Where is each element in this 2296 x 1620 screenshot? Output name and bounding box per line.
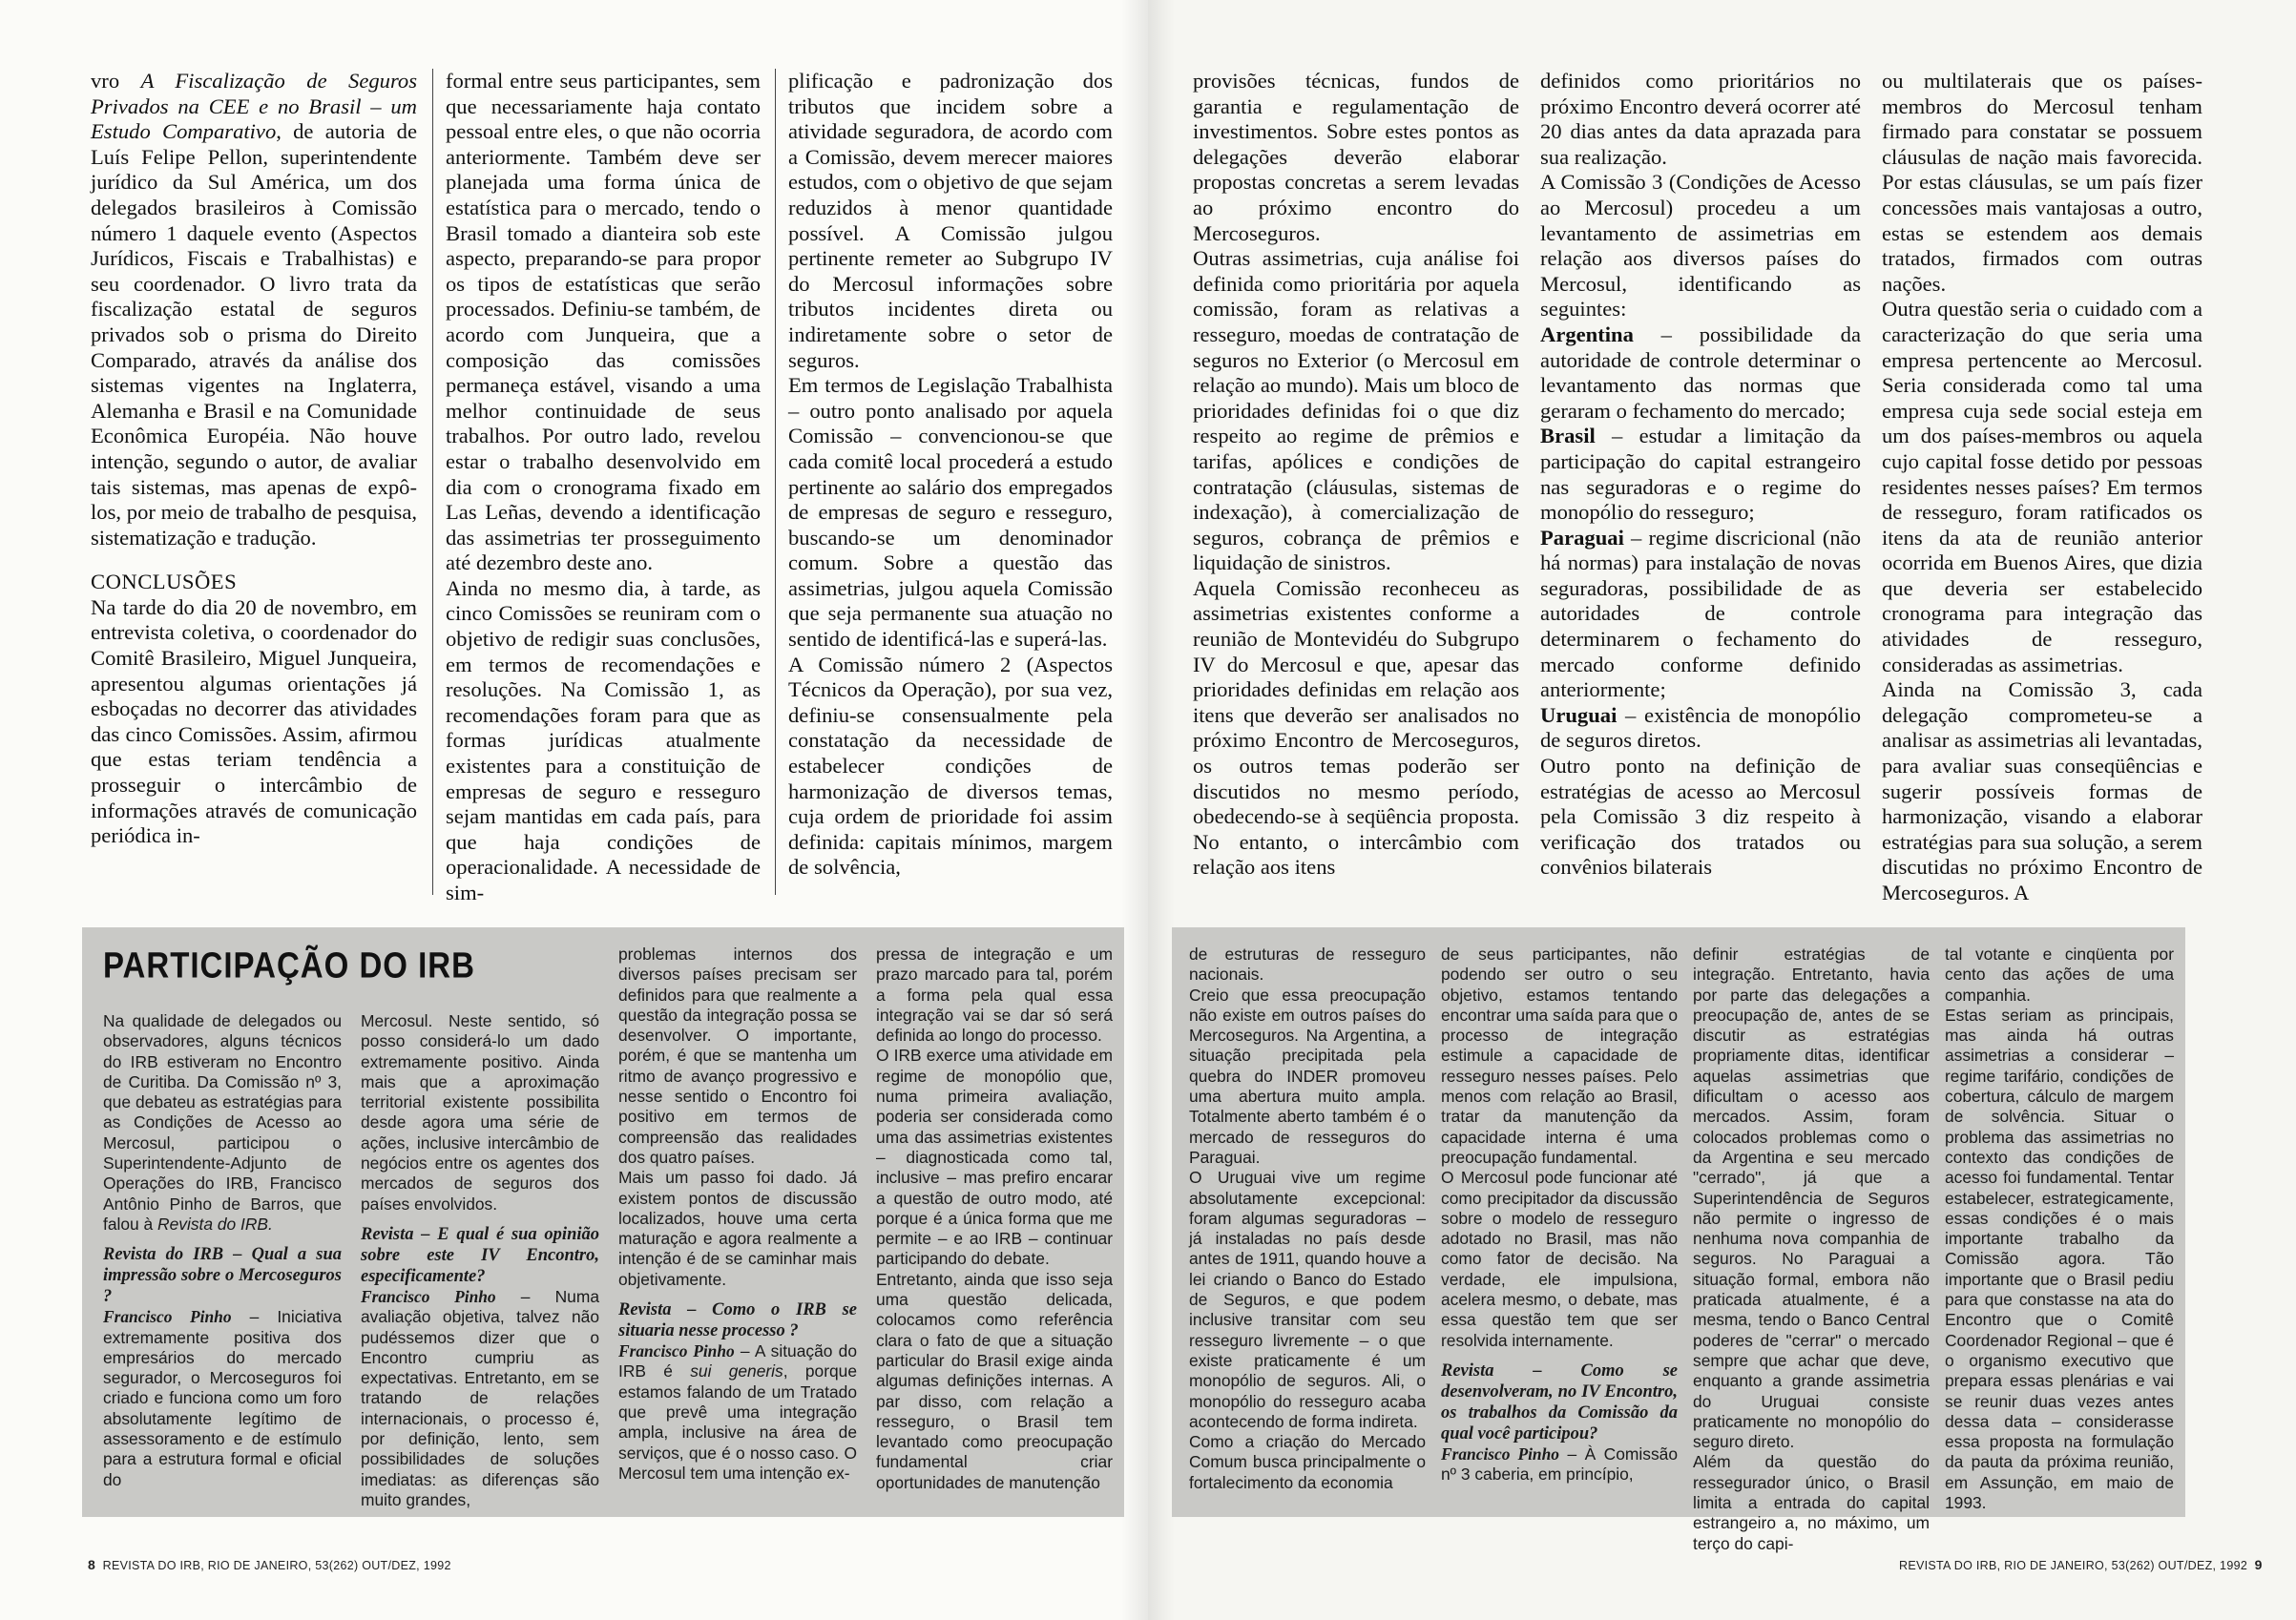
left-col2-paragraph-1: formal entre seus participantes, sem que necessariamente haja contato pessoal entre eles, o que não ocorria anteriormente. Também deve ser planejada uma forma única de estatística para o mercado, tendo o Brasil tomado a dianteira sob este aspecto, preparando-se para propor os tipos de estatísticas que serão processados. Definiu-se também, de acordo com Junqueira, que a composição das comissões permaneça estável, visando a uma melhor continuidade de seus trabalhos. Por outro lado, revelou estar o trabalho desenvolvido em dia com o cronograma fixado em Las Leñas, devendo a identificação das assimetrias ter prosseguimento até dezembro deste ano.: [446, 69, 761, 575]
box-intro: Na qualidade de delegados ou observadores, alguns técnicos do IRB estiveram no Encontro de Curitiba. Da Comissão nº 3, que debateu as estratégias para as Condições de Acesso ao Mercosul, participou o Superintendente-Adjunto de Operações do IRB, Francisco Antônio Pinho de Barros, que falou à Revista do IRB.: [103, 1011, 342, 1234]
footer-left: [88, 1557, 451, 1572]
book-gutter: [1121, 0, 1175, 1620]
interview-answer: de seus participantes, não podendo ser outro o seu objetivo, estamos tentando encontrar uma saída para que o processo de integração estimule a capacidade de resseguro nesses países. Pelo menos com relação ao Brasil, tratar da manutenção da capacidade interna é uma preocupação fundamental.: [1441, 945, 1678, 1167]
speaker-name: Francisco Pinho: [1441, 1443, 1559, 1464]
interview-answer: definir estratégias de integração. Entretanto, havia por parte das delegações a preocupação de, antes de se discutir as estratégias propriamente ditas, identificar aquelas assimetrias que dificultam o acesso aos mercados. Assim, foram colocados problemas como o da Argentina e seu mercado "cerrado", já que a Superintendência de Seguros não permite o ingresso de nenhuma nova companhia de seguros. No Paraguai a situação formal, embora não praticada atualmente, é a mesma, tendo o Banco Central poderes de "cerrar" o mercado sempre que achar que deve, enquanto a grande assimetria do Uruguai consiste praticamente no monopólio do seguro direto.: [1693, 945, 1930, 1452]
box-right-column-1: [1189, 945, 1426, 1507]
interview-answer: Francisco Pinho – À Comissão nº 3 caberia, em princípio,: [1441, 1443, 1678, 1485]
interview-answer: O Mercosul pode funcionar até como precipitador da discussão sobre o modelo de resseguro adotado no Brasil, mas não como fator de decisão. Na verdade, ele impulsiona, acelera mesmo, o debate, mas essa questão tem que ser resolvida internamente.: [1441, 1168, 1678, 1350]
right-col2-paragraph-1: definidos como prioritários no próximo Encontro deverá ocorrer até 20 dias antes da data aprazada para sua realização.: [1540, 69, 1861, 169]
interview-answer: O IRB exerce uma atividade em regime de monopólio que, numa primeira avaliação, poderia ser considerada como uma das assimetrias existentes – diagnosticada como tal, inclusive – mas prefiro encarar a questão de outro modo, até porque é a única forma que me permite – e ao IRB – continuar participando do debate.: [876, 1046, 1113, 1269]
footer-text: REVISTA DO IRB, RIO DE JANEIRO, 53(262) OUT/DEZ, 1992: [1899, 1559, 2248, 1572]
right-col2-paragraph-3: Outro ponto na definição de estratégias de acesso ao Mercosul pela Comissão 3 diz respeito à verificação dos tratados ou convênios bilaterais: [1540, 754, 1861, 880]
right-col3-paragraph-3: Ainda na Comissão 3, cada delegação comprometeu-se a analisar as assimetrias ali levantadas, para avaliar suas conseqüências e sugerir possíveis formas de harmonização, visando a elaborar estratégias para sua solução, a serem discutidas no próximo Encontro de Mercoseguros. A: [1882, 677, 2202, 904]
interview-question: Revista do IRB – Qual a sua impressão sobre o Mercoseguros ?: [103, 1245, 342, 1307]
right-col1-paragraph-3: Aquela Comissão reconheceu as assimetrias existentes conforme a reunião de Montevidéu do Subgrupo IV do Mercosul e que, apesar das prioridades definidas em relação aos itens que deverão ser analisados no próximo Encontro de Mercoseguros, os outros temas poderão ser discutidos no mesmo período, obedecendo-se à seqüência proposta. No entanto, o intercâmbio com relação aos itens: [1193, 575, 1519, 880]
interview-answer: tal votante e cinqüenta por cento das ações de uma companhia.: [1945, 945, 2174, 1005]
right-col2-paragraph-2: A Comissão 3 (Condições de Acesso ao Mercosul) procedeu a um levantamento de assimetrias em relação aos diversos países do Mercosul, identificando as seguintes:: [1540, 170, 1861, 322]
book-title: A Fiscalização de Seguros Privados na CEE e no Brasil – um Estudo Comparativo: [91, 69, 417, 144]
box-right-column-4: [1945, 945, 2174, 1513]
assimetria-argentina: Argentina – possibilidade da autoridade de controle determinar o levantamento das normas que geraram o fechamento do mercado;: [1540, 322, 1861, 423]
left-col2-paragraph-2: Ainda no mesmo dia, à tarde, as cinco Comissões se reuniram com o objetivo de redigir suas conclusões, em termos de recomendações e resoluções. Na Comissão 1, as recomendações foram para que as formas jurídicas atualmente existentes para a constituição de empresas de seguro e resseguro sejam mantidas em cada país, para que haja condições de operacionalidade. A necessidade de sim-: [446, 575, 761, 904]
right-column-2: [1540, 69, 1861, 899]
right-column-3: [1882, 69, 2202, 904]
left-col3-paragraph-3: A Comissão número 2 (Aspectos Técnicos da Operação), por sua vez, definiu-se consensualmente pela constatação da necessidade de estabelecer condições de harmonização de diversos temas, cuja ordem de prioridade foi assim definida: capitais mínimos, margem de solvência,: [788, 652, 1113, 880]
interview-question: Revista – E qual é sua opinião sobre este IV Encontro, especificamente?: [361, 1224, 599, 1286]
interview-answer: problemas internos dos diversos países precisam ser definidos para que realmente a questão da integração possa se desenvolver. O importante, porém, é que se mantenha um ritmo de avanço progressivo e nesse sentido o Encontro foi positivo em termos de compreensão das realidades dos quatro países.: [618, 945, 857, 1167]
interview-answer: Francisco Pinho – A situação do IRB é sui generis, porque estamos falando de um Tratado que prevê uma integração ampla, inclusive na área de serviços, que é o nosso caso. O Mercosul tem uma intenção ex-: [618, 1341, 857, 1483]
box-left-column-3: [618, 945, 857, 1507]
interview-answer: de estruturas de resseguro nacionais.: [1189, 945, 1426, 985]
interview-answer: Mais um passo foi dado. Já existem pontos de discussão localizados, houve uma certa maturação e agora realmente a intenção é de se caminhar mais objetivamente.: [618, 1168, 857, 1289]
speaker-name: Francisco Pinho: [103, 1307, 232, 1327]
box-right-column-3: [1693, 945, 1930, 1553]
box-title: PARTICIPAÇÃO DO IRB: [103, 945, 475, 986]
column-rule: [432, 69, 433, 895]
interview-answer: Francisco Pinho – Numa avaliação objetiva, talvez não pudéssemos dizer que o Encontro cumpriu as expectativas. Entretanto, em se tratando de relações internacionais, o processo é, por definição, lento, sem possibilidades de soluções imediatas: as diferenças são muito grandes,: [361, 1286, 600, 1509]
left-col3-paragraph-1: plificação e padronização dos tributos que incidem sobre a atividade seguradora, de acordo com a Comissão, devem merecer maiores estudos, com o objetivo de que sejam reduzidos à menor quantidade possível. A Comissão julgou pertinente remeter ao Subgrupo IV do Mercosul informações sobre tributos incidentes direta ou indiretamente sobre o setor de seguros.: [788, 69, 1113, 372]
interview-answer: O Uruguai vive um regime absolutamente excepcional: foram algumas seguradoras – já instaladas no país desde antes de 1911, quando houve a lei criando o Banco do Estado de Seguros, e que podem inclusive transitar com seu resseguro livremente – o que existe praticamente é um monopólio de seguros. Ali, o monopólio do resseguro acaba acontecendo de forma indireta.: [1189, 1168, 1426, 1431]
left-col3-paragraph-2: Em termos de Legislação Trabalhista – outro ponto analisado por aquela Comissão – convencionou-se que cada comitê local procederá a estudo pertinente ao salário dos empregados de empresas de seguro e resseguro, buscando-se um denominador comum. Sobre a questão das assimetrias, julgou aquela Comissão que seja permanente sua atuação no sentido de identificá-las e superá-las.: [788, 373, 1113, 652]
interview-answer: pressa de integração e um prazo marcado para tal, porém a forma pela qual essa integração vai se dar só será definida ao longo do processo.: [876, 945, 1113, 1046]
interview-answer: Mercosul. Neste sentido, só posso considerá-lo um dado extremamente positivo. Ainda mais que a aproximação territorial existente possibilita desde agora uma série de ações, inclusive intercâmbio de negócios entre os agentes dos mercados de seguros dos países envolvidos.: [361, 1011, 599, 1214]
footer-text: REVISTA DO IRB, RIO DE JANEIRO, 53(262) OUT/DEZ, 1992: [102, 1559, 451, 1572]
interview-answer: Entretanto, ainda que isso seja uma questão delicada, colocamos como referência clara o fato de que a situação particular do Brasil exige ainda algumas definições internas. A par disso, com relação a resseguro, o Brasil tem levantado como preocupação fundamental criar oportunidades de manutenção: [876, 1269, 1113, 1492]
interview-answer: Francisco Pinho – Iniciativa extremamente positiva dos empresários do mercado segurador, o Mercoseguros foi criado e funciona como um foro absolutamente legítimo de assessoramento e de estímulo para a estrutura formal e oficial do: [103, 1307, 343, 1489]
column-rule: [775, 69, 776, 895]
page-number: 9: [2254, 1557, 2263, 1572]
interview-question: Revista – Como se desenvolveram, no IV Encontro, os trabalhos da Comissão da qual você participou?: [1441, 1360, 1678, 1443]
assimetria-paraguai: Paraguai – regime discricional (não há normas) para instalação de novas seguradoras, possibilidade de as autoridades de controle determinarem o fechamento do mercado conforme definido anteriormente;: [1540, 525, 1861, 702]
right-column-1: [1193, 69, 1519, 899]
left-column-3: [788, 69, 1113, 899]
left-col1-paragraph-1: vro A Fiscalização de Seguros Privados na CEE e no Brasil – um Estudo Comparativo, de autoria de Luís Felipe Pellon, superintendente jurídico da Sul América, um dos delegados brasileiros à Comissão número 1 daquele evento (Aspectos Jurídicos, Fiscais e Trabalhistas) e seu coordenador. O livro trata da fiscalização estatal de seguros privados sob o prisma do Direito Comparado, através da análise dos sistemas vigentes na Inglaterra, Alemanha e Brasil e na Comunidade Econômica Européia. Não houve intenção, segundo o autor, de avaliar tais sistemas, mas apenas de expô-los, por meio de trabalho de pesquisa, sistematização e tradução.: [91, 69, 417, 550]
box-right-column-2: [1441, 945, 1678, 1507]
right-col3-paragraph-1: ou multilaterais que os países-membros do Mercosul tenham firmado para constatar se possuem cláusulas de nação mais favorecida. Por estas cláusulas, se um país fizer concessões mais vantajosas a outro, estas se estendem aos demais tratados, firmados com outras nações.: [1882, 69, 2202, 296]
section-heading-conclusoes: CONCLUSÕES: [91, 570, 238, 594]
right-col1-paragraph-1: provisões técnicas, fundos de garantia e regulamentação de investimentos. Sobre estes pontos as delegações deverão elaborar propostas concretas a serem levadas ao próximo encontro do Mercoseguros.: [1193, 69, 1519, 245]
footer-right: [1899, 1557, 2263, 1572]
box-left-column-4: [876, 945, 1113, 1507]
assimetria-uruguai: Uruguai – existência de monopólio de seguros diretos.: [1540, 702, 1861, 753]
left-col1-paragraph-2: Na tarde do dia 20 de novembro, em entrevista coletiva, o coordenador do Comitê Brasileiro, Miguel Junqueira, apresentou algumas orientações já esboçadas no decorrer das atividades das cinco Comissões. Assim, afirmou que estas teriam tendência a prosseguir o intercâmbio de informações através de comunicação periódica in-: [91, 594, 417, 848]
right-col3-paragraph-2: Outra questão seria o cuidado com a caracterização do que seria uma empresa pertencente ao Mercosul. Seria considerada como tal uma empresa cuja sede social esteja em um dos países-membros ou aquela cujo capital fosse detido por pessoas residentes nesses países? Em termos de resseguro, foram ratificados os itens da ata de reunião anterior ocorrida em Buenos Aires, que dizia que deveria ser estabelecido cronograma para integração das atividades de resseguro, consideradas as assimetrias.: [1882, 297, 2202, 676]
right-col1-paragraph-2: Outras assimetrias, cuja análise foi definida como prioritária por aquela comissão, foram as relativas a resseguro, moedas de contratação de seguros no Exterior (o Mercosul em relação ao mundo). Mais um bloco de prioridades definidas foi o que diz respeito ao regime de prêmios e tarifas, apólices e condições de contratação (cláusulas, sistemas de indexação), à comercialização de seguros, cobrança de prêmios e liquidação de sinistros.: [1193, 246, 1519, 575]
interview-answer: Estas seriam as principais, mas ainda há outras assimetrias a considerar – regime tarifário, condições de cobertura, cálculo de margem de solvência. Situar o problema das assimetrias no contexto das condições de acesso foi fundamental. Tentar estabelecer, estrategicamente, essas condições é o mais importante trabalho da Comissão agora. Tão importante que o Brasil pediu para que constasse na ata do Encontro que o Comitê Coordenador Regional – que é o organismo executivo que prepara essas plenárias e vai se reunir duas vezes antes dessa data – considerasse essa proposta na formulação da pauta da próxima reunião, em Assunção, em maio de 1993.: [1945, 1005, 2174, 1513]
interview-question: Revista – Como o IRB se situaria nesse processo ?: [618, 1300, 857, 1341]
interview-answer: Como a criação do Mercado Comum busca principalmente o fortalecimento da economia: [1189, 1432, 1426, 1492]
assimetria-brasil: Brasil – estudar a limitação da participação do capital estrangeiro nas seguradoras e o regime do monopólio do resseguro;: [1540, 424, 1861, 525]
box-left-column-2: [361, 1011, 599, 1507]
left-column-2: [446, 69, 761, 904]
interview-answer: Além da questão do ressegurador único, o Brasil limita a entrada do capital estrangeiro a, no máximo, um terço do capi-: [1693, 1452, 1930, 1553]
speaker-name: Francisco Pinho: [361, 1286, 496, 1306]
interview-answer: Creio que essa preocupação não existe em outros países do Mercoseguros. Na Argentina, a situação precipitada pela quebra do INDER promoveu uma abertura muito ampla. Totalmente aberto também é o mercado de resseguros do Paraguai.: [1189, 985, 1426, 1167]
left-column-1: [91, 69, 417, 899]
speaker-name: Francisco Pinho: [618, 1341, 735, 1361]
page-number: 8: [88, 1557, 96, 1572]
box-left-column-1: [103, 1011, 342, 1507]
